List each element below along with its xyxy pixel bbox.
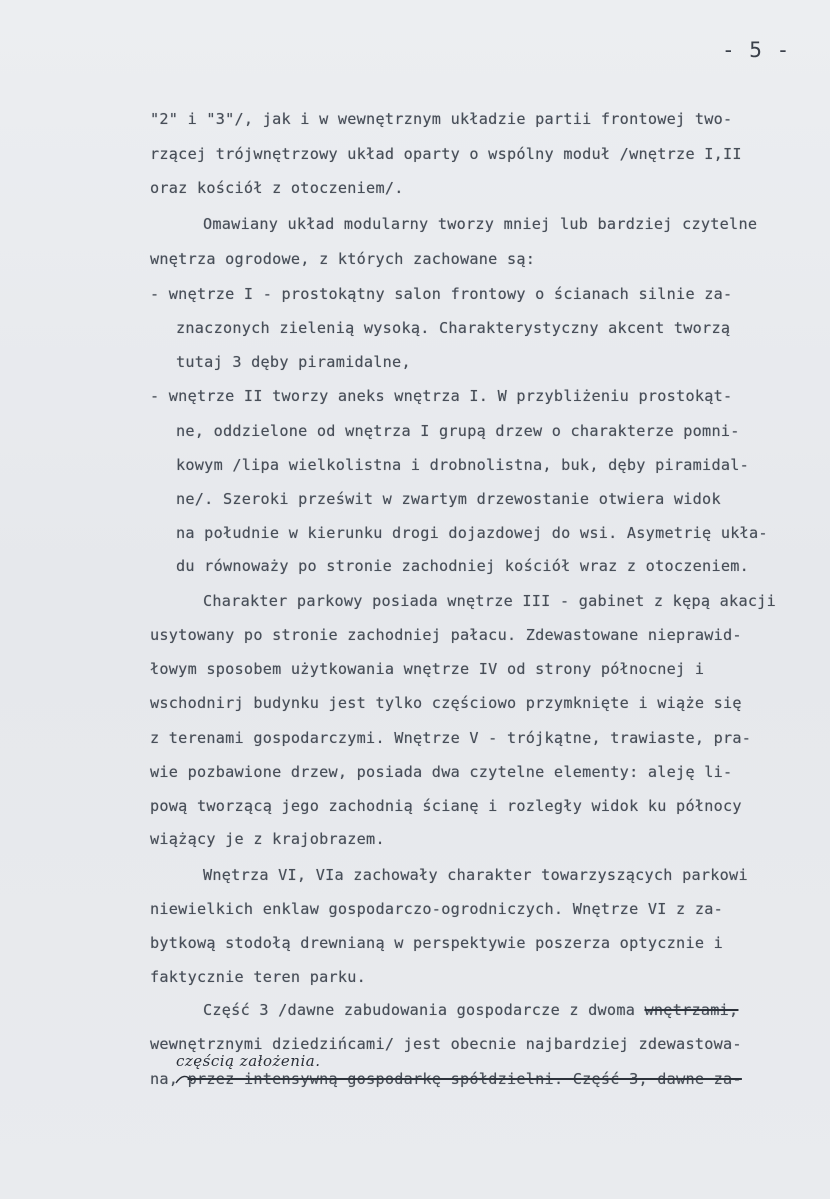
- text-line: - wnętrze I - prostokątny salon frontowy o ścianach silnie za-: [150, 285, 733, 303]
- text-line: pową tworzącą jego zachodnią ścianę i rozległy widok ku północy: [150, 797, 742, 815]
- text-line: wschodnirj budynku jest tylko częściowo przymknięte i wiąże się: [150, 694, 742, 712]
- text-line: Wnętrza VI, VIa zachowały charakter towarzyszących parkowi: [203, 866, 748, 884]
- text-line: oraz kościół z otoczeniem/.: [150, 179, 404, 197]
- page-number: - 5 -: [722, 38, 791, 62]
- text-line: wiążący je z krajobrazem.: [150, 830, 385, 848]
- text-line: wewnętrznymi dziedzińcami/ jest obecnie najbardziej zdewastowa-: [150, 1035, 742, 1053]
- text-line: ne/. Szeroki prześwit w zwartym drzewostanie otwiera widok: [176, 490, 721, 508]
- text-line: [203, 1001, 738, 1019]
- handwritten-insertion: częścią założenia.: [176, 1052, 321, 1070]
- text-fragment: na,: [150, 1070, 179, 1088]
- text-line: tutaj 3 dęby piramidalne,: [176, 353, 411, 371]
- text-fragment: Część 3 /dawne zabudowania gospodarcze z dwoma: [203, 1001, 636, 1019]
- text-line: niewielkich enklaw gospodarczo-ogrodniczych. Wnętrze VI z za-: [150, 900, 724, 918]
- text-line: Charakter parkowy posiada wnętrze III - gabinet z kępą akacji: [203, 592, 777, 610]
- text-line: z terenami gospodarczymi. Wnętrze V - trójkątne, trawiaste, pra-: [150, 729, 752, 747]
- text-line: na południe w kierunku drogi dojazdowej do wsi. Asymetrię ukła-: [176, 524, 768, 542]
- text-line: łowym sposobem użytkowania wnętrze IV od strony północnej i: [150, 660, 705, 678]
- text-line: bytkową stodołą drewnianą w perspektywie poszerza optycznie i: [150, 934, 724, 952]
- struck-text: wnętrzami,: [644, 1001, 739, 1019]
- text-line: - wnętrze II tworzy aneks wnętrza I. W przybliżeniu prostokąt-: [150, 387, 733, 405]
- text-line: kowym /lipa wielkolistna i drobnolistna, buk, dęby piramidal-: [176, 456, 750, 474]
- text-line: du równoważy po stronie zachodniej kościół wraz z otoczeniem.: [176, 557, 750, 575]
- text-line: wnętrza ogrodowe, z których zachowane są:: [150, 250, 536, 268]
- text-line: faktycznie teren parku.: [150, 968, 367, 986]
- text-line: znaczonych zielenią wysoką. Charakterystyczny akcent tworzą: [176, 319, 731, 337]
- text-line: usytowany po stronie zachodniej pałacu. Zdewastowane nieprawid-: [150, 626, 742, 644]
- text-line: [150, 1070, 742, 1088]
- text-line: rzącej trójwnętrzowy układ oparty o wspólny moduł /wnętrze I,II: [150, 145, 742, 163]
- text-line: Omawiany układ modularny tworzy mniej lub bardziej czytelne: [203, 215, 758, 233]
- struck-text: przez intensywną gospodarkę spółdzielni. Część 3, dawne za-: [187, 1070, 742, 1088]
- text-line: "2" i "3"/, jak i w wewnętrznym układzie partii frontowej two-: [150, 110, 733, 128]
- text-line: wie pozbawione drzew, posiada dwa czytelne elementy: aleję li-: [150, 763, 733, 781]
- text-line: ne, oddzielone od wnętrza I grupą drzew o charakterze pomni-: [176, 422, 740, 440]
